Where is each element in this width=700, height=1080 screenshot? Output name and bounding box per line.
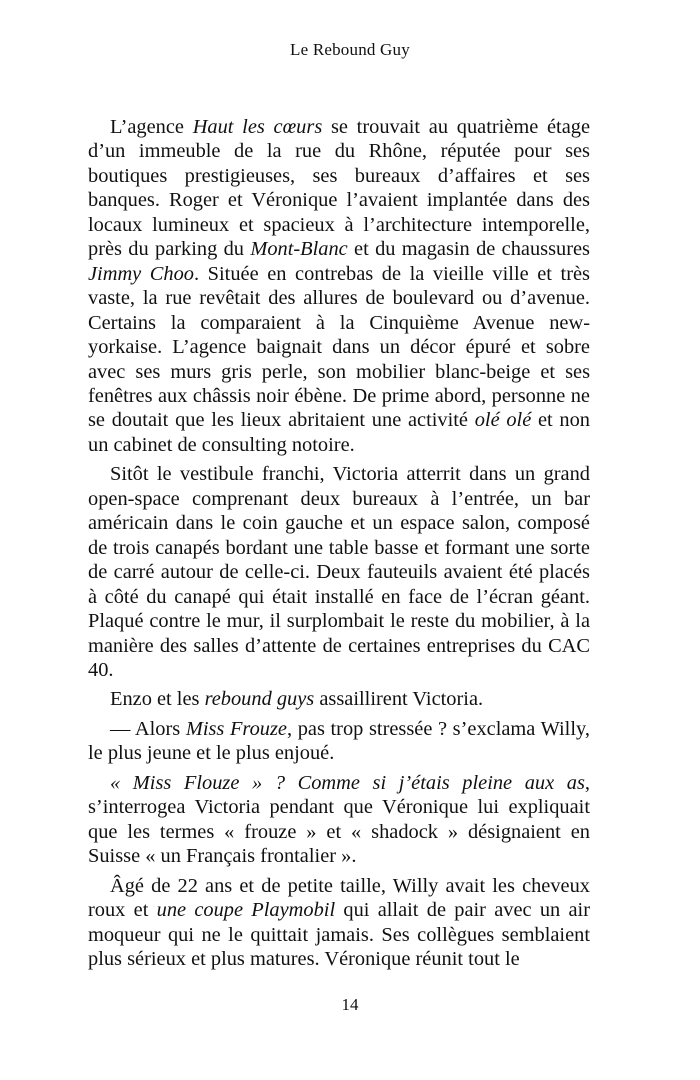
- text-run: et non un cabinet de consulting notoire.: [88, 409, 590, 456]
- body-text: [88, 115, 590, 971]
- page-number: 14: [341, 995, 359, 1014]
- italic-run: Mont-Blanc: [250, 238, 348, 261]
- text-run: , s’interrogea Victoria pendant que Véronique lui expliquait que les termes « frouze » et « shadock » désignaient en Suisse « un Français frontalier ».: [88, 771, 590, 868]
- text-run: qui allait de pair avec un air moqueur qui ne le quittait jamais. Ses collègues semblaient plus sérieux et plus matures. Véronique réunit tout le: [88, 899, 590, 970]
- italic-run: Jimmy Choo: [88, 262, 194, 285]
- italic-run: Haut les cœurs: [192, 116, 323, 138]
- text-run: — Alors: [110, 717, 186, 740]
- paragraph: [88, 717, 590, 766]
- text-run: , pas trop stressée ? s’exclama Willy, le plus jeune et le plus enjoué.: [88, 717, 590, 765]
- paragraph: [88, 874, 590, 972]
- italic-run: rebound guys: [204, 688, 315, 711]
- text-run: assaillirent Victoria.: [314, 688, 484, 711]
- text-run: . Située en contrebas de la vieille ville et très vaste, la rue revêtait des allures de boulevard ou d’avenue. Certains la comparaient à la Cinquième Avenue new-yorkaise. L’agence baignait dans un décor épuré et sobre avec ses murs gris perle, son mobilier blanc-beige et ses fenêtres aux châssis noir ébène. De prime abord, personne ne se doutait que les lieux abritaient une activité: [88, 262, 590, 432]
- text-run: Sitôt le vestibule franchi, Victoria atterrit dans un grand open-space comprenant deux bureaux à l’entrée, un bar américain dans le coin gauche et un espace salon, composé de trois canapés bordant une table basse et formant une sorte de carré autour de celle-ci. Deux fauteuils avaient été placés à côté du canapé qui était installé en face de l’écran géant. Plaqué contre le mur, il surplombait le reste du mobilier, à la manière des salles d’attente de certaines entreprises du CAC 40.: [88, 463, 590, 681]
- paragraph: [88, 687, 590, 711]
- text-run: Enzo et les: [110, 688, 205, 711]
- running-head: Le Rebound Guy: [290, 40, 410, 59]
- paragraph: [88, 771, 590, 869]
- italic-run: Miss Frouze: [185, 717, 287, 740]
- italic-run: une coupe Playmobil: [156, 899, 336, 922]
- paragraph: [88, 462, 590, 682]
- text-run: Âgé de 22 ans et de petite taille, Willy avait les cheveux roux et: [88, 874, 590, 922]
- text-run: se trouvait au quatrième étage d’un immeuble de la rue du Rhône, réputée pour ses boutiques prestigieuses, ses bureaux d’affaires et ses banques. Roger et Véronique l’avaient implantée dans des locaux lumineux et spacieux à l’architecture intemporelle, près du parking du: [88, 116, 590, 261]
- italic-run: olé olé: [474, 409, 532, 432]
- paragraph: [88, 115, 590, 457]
- text-run: et du magasin de chaussures: [347, 238, 590, 261]
- text-run: L’agence: [110, 116, 193, 138]
- italic-run: « Miss Flouze » ? Comme si j’étais pleine aux as: [110, 771, 585, 794]
